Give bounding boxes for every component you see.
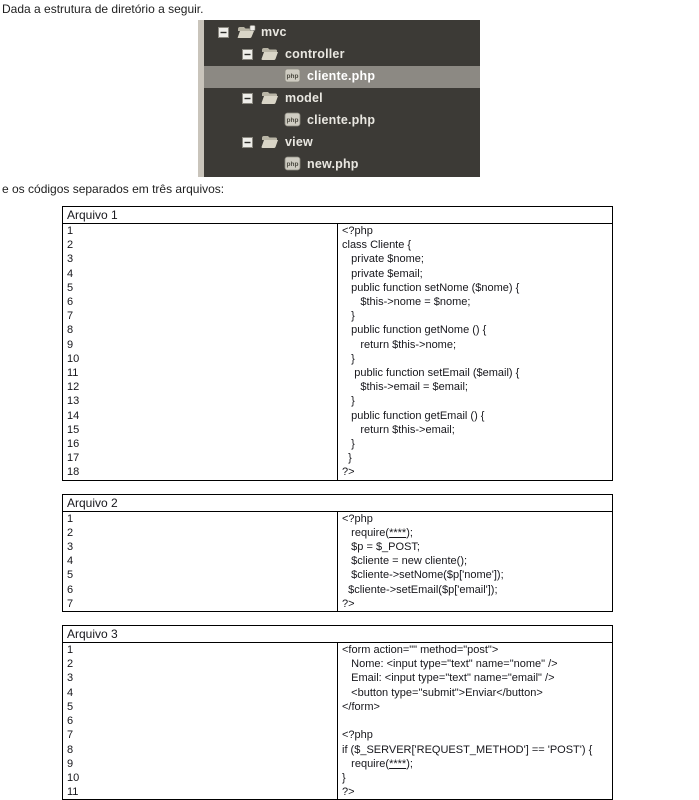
line-number: 9 (63, 757, 338, 771)
code-table-arquivo-1 (62, 206, 613, 481)
code-text: return $this->nome; (338, 338, 613, 352)
line-number: 3 (63, 671, 338, 685)
code-line-row (63, 252, 613, 266)
code-line-row (63, 224, 613, 239)
line-number: 9 (63, 338, 338, 352)
code-text: <?php (338, 511, 613, 526)
code-text: $cliente->setEmail($p['email']); (338, 583, 613, 597)
tree-item-controller[interactable] (204, 44, 480, 66)
code-text: private $nome; (338, 252, 613, 266)
line-number: 14 (63, 409, 338, 423)
codes-intro-text: e os códigos separados em três arquivos: (2, 182, 225, 196)
folder-icon (261, 47, 278, 60)
code-text: ?> (338, 785, 613, 800)
line-number: 7 (63, 728, 338, 742)
tree-item-label: mvc (261, 25, 287, 39)
code-line-row (63, 700, 613, 714)
code-line-row (63, 281, 613, 295)
line-number: 10 (63, 771, 338, 785)
code-line-row (63, 394, 613, 408)
expand-collapse-box[interactable] (218, 27, 229, 38)
php-file-icon (284, 68, 301, 83)
tree-item-model[interactable] (204, 88, 480, 110)
tree-item-label: cliente.php (307, 113, 376, 127)
folder-icon (261, 91, 278, 104)
line-number: 8 (63, 323, 338, 337)
code-line-row (63, 309, 613, 323)
line-number: 3 (63, 540, 338, 554)
line-number: 1 (63, 224, 338, 239)
require-path-placeholder: **** (389, 526, 407, 539)
code-text: } (338, 451, 613, 465)
tree-item-label: cliente.php (307, 69, 376, 83)
code-line-row (63, 657, 613, 671)
line-number: 7 (63, 309, 338, 323)
code-line-row (63, 540, 613, 554)
project-folder-icon (237, 25, 256, 39)
code-line-row (63, 409, 613, 423)
line-number: 15 (63, 423, 338, 437)
line-number: 2 (63, 657, 338, 671)
line-number: 12 (63, 380, 338, 394)
svg-text:php: php (286, 73, 299, 80)
tree-item-label: model (285, 91, 323, 105)
code-line-row (63, 295, 613, 309)
code-text: public function getNome () { (338, 323, 613, 337)
require-path-placeholder: **** (389, 757, 407, 770)
directory-tree (204, 22, 480, 177)
code-text: return $this->email; (338, 423, 613, 437)
tree-item-partial[interactable] (204, 176, 480, 177)
code-text (338, 714, 613, 728)
code-text: </form> (338, 700, 613, 714)
expand-collapse-box[interactable] (242, 93, 253, 104)
code-line-row (63, 714, 613, 728)
tree-item-label: controller (285, 47, 345, 61)
line-number: 3 (63, 252, 338, 266)
line-number: 2 (63, 526, 338, 540)
tree-item-label: new.php (307, 157, 359, 171)
line-number: 8 (63, 743, 338, 757)
svg-text:php: php (286, 117, 299, 124)
code-line-row (63, 526, 613, 540)
code-line-row (63, 743, 613, 757)
tree-item-new.php[interactable] (204, 154, 480, 176)
php-file-icon (284, 112, 301, 127)
code-text: $this->nome = $nome; (338, 295, 613, 309)
code-line-row (63, 380, 613, 394)
code-text: <form action="" method="post"> (338, 643, 613, 658)
line-number: 7 (63, 597, 338, 612)
code-line-row (63, 267, 613, 281)
tree-item-view[interactable] (204, 132, 480, 154)
line-number: 17 (63, 451, 338, 465)
line-number: 11 (63, 366, 338, 380)
code-text: Nome: <input type="text" name="nome" /> (338, 657, 613, 671)
code-text: } (338, 352, 613, 366)
code-line-row (63, 757, 613, 771)
code-text: <?php (338, 728, 613, 742)
code-text: public function setEmail ($email) { (338, 366, 613, 380)
code-text: private $email; (338, 267, 613, 281)
expand-collapse-box[interactable] (242, 137, 253, 148)
line-number: 13 (63, 394, 338, 408)
code-line-row (63, 583, 613, 597)
code-line-row (63, 686, 613, 700)
line-number: 6 (63, 583, 338, 597)
minus-collapse-icon (242, 137, 253, 148)
code-text: } (338, 309, 613, 323)
code-line-row (63, 554, 613, 568)
code-listings (62, 206, 614, 800)
code-text: <?php (338, 224, 613, 239)
code-line-row (63, 597, 613, 612)
code-text: $cliente = new cliente(); (338, 554, 613, 568)
code-line-row (63, 671, 613, 685)
code-line-row (63, 771, 613, 785)
tree-item-mvc[interactable] (204, 22, 480, 44)
php-file-icon (284, 156, 301, 171)
code-text: <button type="submit">Enviar</button> (338, 686, 613, 700)
code-text: require(****); (338, 757, 613, 771)
line-number: 5 (63, 568, 338, 582)
code-text: public function getEmail () { (338, 409, 613, 423)
folder-icon (261, 135, 278, 148)
code-line-row (63, 437, 613, 451)
line-number: 18 (63, 465, 338, 480)
code-text: public function setNome ($nome) { (338, 281, 613, 295)
directory-tree-image (198, 20, 480, 177)
file-title: Arquivo 3 (63, 626, 613, 643)
line-number: 1 (63, 643, 338, 658)
code-line-row (63, 643, 613, 658)
code-text: ?> (338, 597, 613, 612)
file-title: Arquivo 2 (63, 494, 613, 511)
code-line-row (63, 423, 613, 437)
code-line-row (63, 568, 613, 582)
line-number: 2 (63, 238, 338, 252)
line-number: 16 (63, 437, 338, 451)
code-table-arquivo-3 (62, 625, 613, 800)
line-number: 6 (63, 295, 338, 309)
line-number: 4 (63, 686, 338, 700)
code-text: ?> (338, 465, 613, 480)
line-number: 4 (63, 267, 338, 281)
code-line-row (63, 338, 613, 352)
code-line-row (63, 366, 613, 380)
code-text: } (338, 394, 613, 408)
code-line-row (63, 511, 613, 526)
line-number: 10 (63, 352, 338, 366)
expand-collapse-box[interactable] (242, 49, 253, 60)
code-text: class Cliente { (338, 238, 613, 252)
svg-text:php: php (286, 161, 299, 168)
line-number: 5 (63, 700, 338, 714)
code-line-row (63, 465, 613, 480)
code-text: $cliente->setNome($p['nome']); (338, 568, 613, 582)
file-title: Arquivo 1 (63, 207, 613, 224)
code-text: $this->email = $email; (338, 380, 613, 394)
minus-collapse-icon (218, 27, 229, 38)
tree-item-label: view (285, 135, 313, 149)
code-text: $p = $_POST; (338, 540, 613, 554)
code-text: if ($_SERVER['REQUEST_METHOD'] == 'POST') { (338, 743, 613, 757)
tree-item-cliente.php[interactable] (204, 110, 480, 132)
line-number: 11 (63, 785, 338, 800)
intro-text: Dada a estrutura de diretório a seguir. (2, 2, 204, 16)
code-line-row (63, 451, 613, 465)
code-table-arquivo-2 (62, 494, 613, 612)
code-text: } (338, 771, 613, 785)
line-number: 1 (63, 511, 338, 526)
code-line-row (63, 238, 613, 252)
line-number: 6 (63, 714, 338, 728)
code-text: Email: <input type="text" name="email" /> (338, 671, 613, 685)
code-line-row (63, 323, 613, 337)
line-number: 5 (63, 281, 338, 295)
tree-item-cliente.php[interactable] (204, 66, 480, 88)
code-line-row (63, 352, 613, 366)
code-text: require(****); (338, 526, 613, 540)
line-number: 4 (63, 554, 338, 568)
code-text: } (338, 437, 613, 451)
minus-collapse-icon (242, 49, 253, 60)
code-line-row (63, 728, 613, 742)
minus-collapse-icon (242, 93, 253, 104)
